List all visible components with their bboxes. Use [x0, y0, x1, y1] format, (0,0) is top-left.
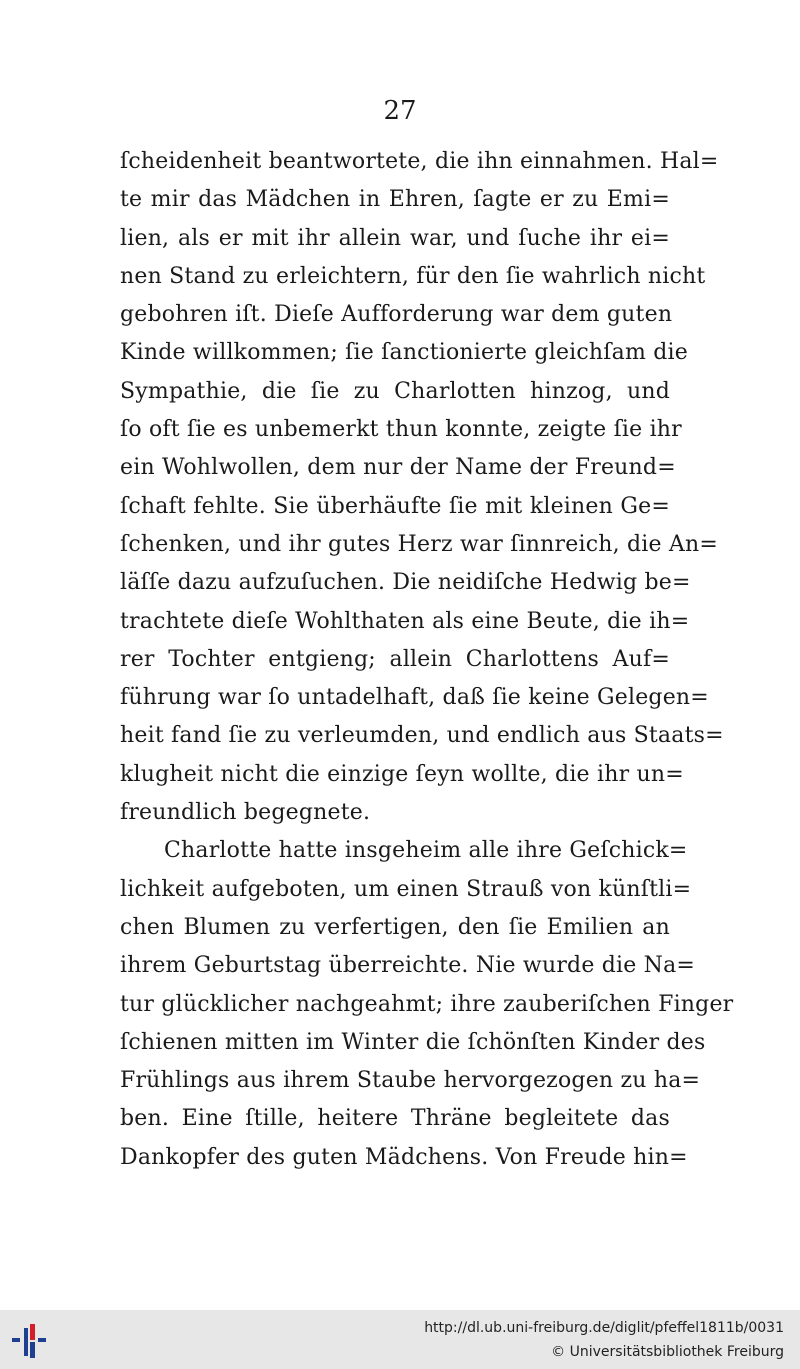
- text-line: chen Blumen zu verfertigen, den ſie Emilien an: [120, 914, 670, 940]
- text-line: ein Wohlwollen, dem nur der Name der Freund=: [120, 455, 676, 481]
- text-line: te mir das Mädchen in Ehren, ſagte er zu Emi=: [120, 187, 670, 213]
- text-line: ſchenken, und ihr gutes Herz war ſinnreich, die An=: [120, 531, 719, 557]
- text-line: Charlotte hatte insgeheim alle ihre Geſchick=: [164, 838, 688, 864]
- text-line: ſchienen mitten im Winter die ſchönſten Kinder des: [120, 1029, 706, 1055]
- text-line: freundlich begegnete.: [120, 800, 371, 826]
- body-text: [120, 143, 734, 1177]
- text-line: nen Stand zu erleichtern, für den ſie wahrlich nicht: [120, 263, 706, 289]
- text-line: rer Tochter entgieng; allein Charlottens Auf=: [120, 646, 670, 672]
- source-url-link[interactable]: http://dl.ub.uni-freiburg.de/diglit/pfeffel1811b/0031: [424, 1320, 784, 1336]
- footer-bar: [0, 1310, 800, 1369]
- text-line: heit fand ſie zu verleumden, und endlich aus Staats=: [120, 723, 724, 749]
- text-line: klugheit nicht die einzige ſeyn wollte, die ihr un=: [120, 761, 684, 787]
- text-line: gebohren iſt. Dieſe Aufforderung war dem guten: [120, 302, 673, 328]
- library-logo-icon: [10, 1320, 50, 1362]
- text-line: Frühlings aus ihrem Staube hervorgezogen zu ha=: [120, 1068, 701, 1094]
- text-line: ſcheidenheit beantwortete, die ihn einnahmen. Hal=: [120, 149, 719, 174]
- page-number: 27: [383, 96, 417, 126]
- text-line: Dankopfer des guten Mädchens. Von Freude hin=: [120, 1144, 688, 1170]
- text-line: führung war ſo untadelhaft, daß ſie keine Gelegen=: [120, 685, 709, 711]
- copyright-text: © Universitätsbibliothek Freiburg: [551, 1344, 784, 1360]
- text-line: lichkeit aufgeboten, um einen Strauß von künſtli=: [120, 876, 692, 902]
- text-line: ihrem Geburtstag überreichte. Nie wurde die Na=: [120, 953, 696, 979]
- text-line: ſchaft fehlte. Sie überhäufte ſie mit kleinen Ge=: [120, 493, 670, 519]
- text-line: ben. Eine ſtille, heitere Thräne begleitete das: [120, 1106, 670, 1132]
- text-line: Kinde willkommen; ſie ſanctionierte gleichſam die: [120, 340, 688, 366]
- text-line: tur glücklicher nachgeahmt; ihre zauberiſchen Finger: [120, 991, 734, 1017]
- text-line: lien, als er mit ihr allein war, und ſuche ihr ei=: [120, 225, 670, 251]
- text-line: läſſe dazu aufzuſuchen. Die neidiſche Hedwig be=: [120, 570, 691, 596]
- text-line: ſo oft ſie es unbemerkt thun konnte, zeigte ſie ihr: [120, 417, 682, 443]
- text-line: Sympathie, die ſie zu Charlotten hinzog, und: [120, 378, 670, 404]
- text-line: trachtete dieſe Wohlthaten als eine Beute, die ih=: [120, 608, 690, 634]
